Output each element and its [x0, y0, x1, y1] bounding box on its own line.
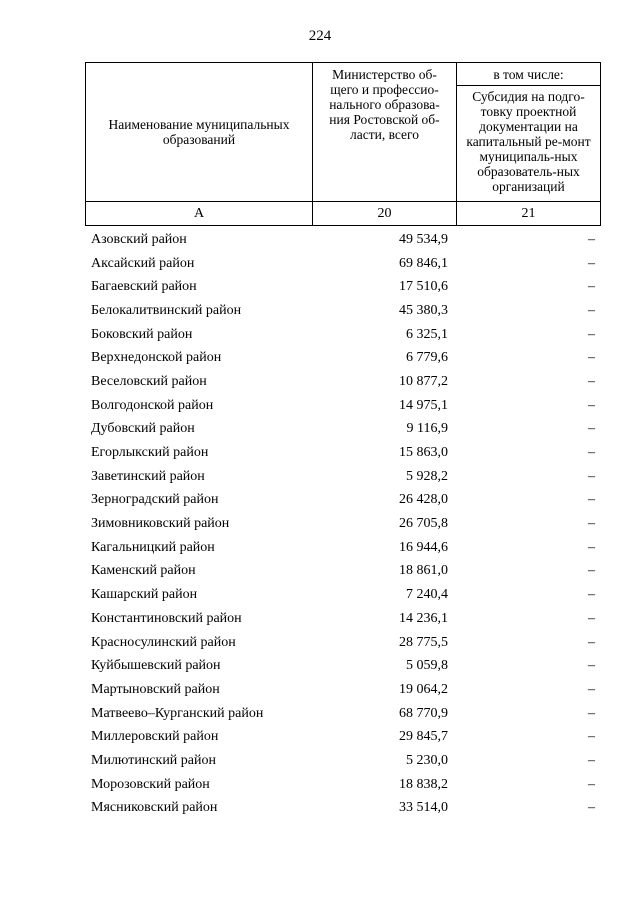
row-name: Заветинский район [91, 468, 205, 484]
table-row [85, 607, 600, 631]
table-row [85, 441, 600, 465]
row-subsidy: – [588, 705, 595, 721]
row-name: Егорлыкский район [91, 445, 209, 461]
row-total: 9 116,9 [406, 421, 448, 437]
row-total: 18 838,2 [399, 776, 448, 792]
row-total: 17 510,6 [399, 279, 448, 295]
table-row [85, 323, 600, 347]
table-row [85, 654, 600, 678]
row-subsidy: – [588, 326, 595, 342]
row-total: 26 705,8 [399, 516, 448, 532]
table-row [85, 560, 600, 584]
row-name: Матвеево–Курганский район [91, 705, 264, 721]
table-row [85, 512, 600, 536]
row-subsidy: – [588, 373, 595, 389]
row-subsidy: – [588, 302, 595, 318]
table-row [85, 418, 600, 442]
row-name: Константиновский район [91, 610, 242, 626]
row-name: Верхнедонской район [91, 350, 222, 366]
table-row [85, 678, 600, 702]
row-subsidy: – [588, 397, 595, 413]
row-name: Багаевский район [91, 279, 197, 295]
row-subsidy: – [588, 610, 595, 626]
header-including-text: в том числе: [493, 66, 564, 82]
row-name: Аксайский район [91, 255, 195, 271]
row-subsidy: – [588, 587, 595, 603]
row-name: Азовский район [91, 231, 187, 247]
row-total: 14 975,1 [399, 397, 448, 413]
row-name: Миллеровский район [91, 729, 219, 745]
table-row [85, 749, 600, 773]
row-total: 7 240,4 [406, 587, 448, 603]
row-subsidy: – [588, 421, 595, 437]
row-subsidy: – [588, 350, 595, 366]
row-total: 29 845,7 [399, 729, 448, 745]
row-total: 18 861,0 [399, 563, 448, 579]
row-subsidy: – [588, 445, 595, 461]
row-subsidy: – [588, 752, 595, 768]
table-row [85, 583, 600, 607]
page-number: 224 [308, 28, 332, 44]
row-total: 15 863,0 [399, 445, 448, 461]
row-name: Белокалитвинский район [91, 302, 242, 318]
row-subsidy: – [588, 563, 595, 579]
table-row [85, 797, 600, 821]
row-subsidy: – [588, 231, 595, 247]
table-row [85, 702, 600, 726]
row-subsidy: – [588, 492, 595, 508]
header-total-text: Министерство об-щего и профессио-нального образова-ния Ростовской об-ласти, всего [329, 67, 440, 142]
row-total: 6 779,6 [406, 350, 448, 366]
table-row [85, 725, 600, 749]
row-name: Зимовниковский район [91, 516, 230, 532]
row-total: 14 236,1 [399, 610, 448, 626]
row-total: 45 380,3 [399, 302, 448, 318]
row-subsidy: – [588, 634, 595, 650]
row-name: Кашарский район [91, 587, 198, 603]
row-name: Красносулинский район [91, 634, 236, 650]
header-index-name: А [86, 202, 313, 226]
row-subsidy: – [588, 468, 595, 484]
row-name: Мясниковский район [91, 800, 218, 816]
row-total: 68 770,9 [399, 705, 448, 721]
table-row [85, 370, 600, 394]
row-subsidy: – [588, 776, 595, 792]
row-subsidy: – [588, 681, 595, 697]
header-cell-including [457, 63, 601, 86]
row-total: 5 230,0 [406, 752, 448, 768]
row-name: Мартыновский район [91, 681, 220, 697]
row-subsidy: – [588, 279, 595, 295]
row-subsidy: – [588, 539, 595, 555]
table-body [85, 228, 600, 820]
table-row [85, 631, 600, 655]
row-total: 69 846,1 [399, 255, 448, 271]
header-name-text: Наименование муниципальных образований [108, 117, 290, 147]
table-row [85, 536, 600, 560]
row-total: 6 325,1 [406, 326, 448, 342]
header-index-subsidy: 21 [457, 202, 601, 226]
row-total: 26 428,0 [399, 492, 448, 508]
row-total: 19 064,2 [399, 681, 448, 697]
header-cell-subsidy [457, 86, 601, 202]
table-row [85, 228, 600, 252]
row-name: Куйбышевский район [91, 658, 221, 674]
row-name: Зерноградский район [91, 492, 219, 508]
row-total: 16 944,6 [399, 539, 448, 555]
header-subsidy-text: Субсидия на подго-товку проектной документации на капитальный ре-монт муниципаль-ных образователь-ных организаций [466, 89, 591, 194]
row-name: Кагальницкий район [91, 539, 215, 555]
table-row [85, 489, 600, 513]
row-subsidy: – [588, 658, 595, 674]
row-name: Дубовский район [91, 421, 195, 437]
header-cell-name [86, 63, 313, 202]
row-name: Боковский район [91, 326, 193, 342]
row-name: Волгодонской район [91, 397, 214, 413]
table-row [85, 299, 600, 323]
row-total: 33 514,0 [399, 800, 448, 816]
row-subsidy: – [588, 800, 595, 816]
table-row [85, 394, 600, 418]
row-total: 49 534,9 [399, 231, 448, 247]
row-name: Веселовский район [91, 373, 207, 389]
header-cell-total [313, 63, 457, 202]
row-total: 28 775,5 [399, 634, 448, 650]
table-row [85, 465, 600, 489]
row-subsidy: – [588, 516, 595, 532]
header-index-total: 20 [313, 202, 457, 226]
row-name: Морозовский район [91, 776, 210, 792]
row-total: 5 928,2 [406, 468, 448, 484]
table-row [85, 773, 600, 797]
row-name: Каменский район [91, 563, 196, 579]
row-subsidy: – [588, 255, 595, 271]
table-header [85, 62, 601, 226]
table-row [85, 275, 600, 299]
row-name: Милютинский район [91, 752, 217, 768]
row-subsidy: – [588, 729, 595, 745]
table-row [85, 252, 600, 276]
table-row [85, 346, 600, 370]
row-total: 5 059,8 [406, 658, 448, 674]
row-total: 10 877,2 [399, 373, 448, 389]
